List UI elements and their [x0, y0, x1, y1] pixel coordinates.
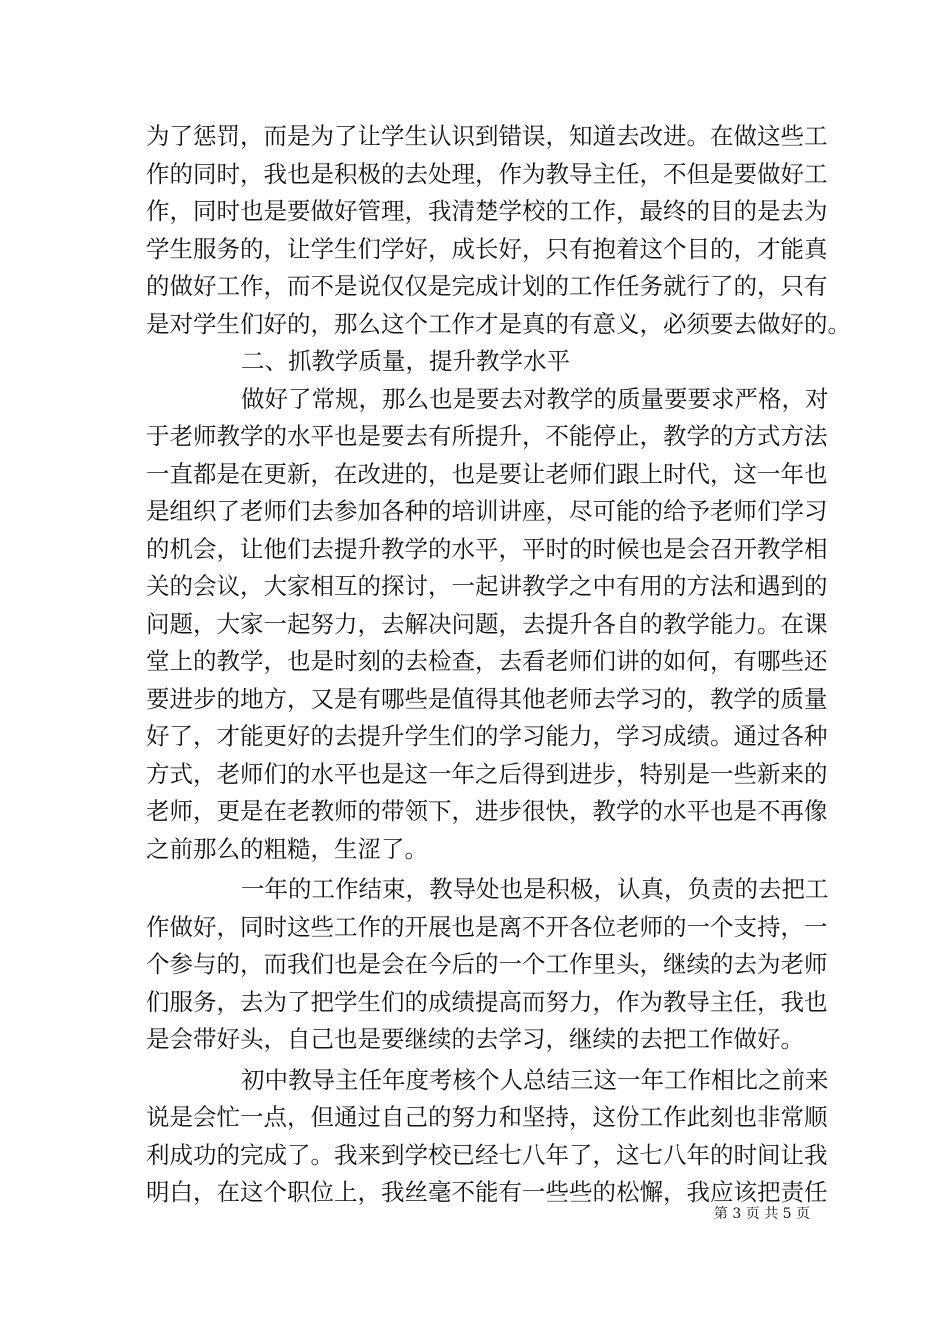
text-line: 一直都是在更新，在改进的，也是要让老师们跟上时代，这一年也 — [146, 459, 828, 488]
text-line: 好了，才能更好的去提升学生们的学习能力，学习成绩。通过各种 — [146, 722, 828, 750]
text-line: 作做好，同时这些工作的开展也是离不开各位老师的一个支持，一 — [146, 912, 828, 941]
text-line: 问题，大家一起努力，去解决问题，去提升各自的教学能力。在课 — [146, 609, 828, 638]
text-line: 们服务，去为了把学生们的成绩提高而努力，作为教导主任，我也 — [146, 987, 828, 1016]
text-line: 明白，在这个职位上，我丝毫不能有一些些的松懈，我应该把责任 — [146, 1178, 828, 1206]
text-line: 要进步的地方，又是有哪些是值得其他老师去学习的，教学的质量 — [146, 684, 828, 713]
text-line: 的做好工作，而不是说仅仅是完成计划的工作任务就行了的，只有 — [146, 272, 828, 300]
text-line: 堂上的教学，也是时刻的去检查，去看老师们讲的如何，有哪些还 — [146, 647, 828, 675]
text-line: 说是会忙一点，但通过自己的努力和坚持，这份工作此刻也非常顺 — [146, 1103, 828, 1131]
text-line: 初中教导主任年度考核个人总结三这一年工作相比之前来 — [241, 1065, 829, 1094]
text-line: 之前那么的粗糙，生涩了。 — [146, 834, 428, 863]
text-line: 利成功的完成了。我来到学校已经七八年了，这七八年的时间让我 — [146, 1140, 828, 1169]
text-line: 关的会议，大家相互的探讨，一起讲教学之中有用的方法和遇到的 — [146, 572, 828, 600]
text-line: 老师，更是在老教师的带领下，进步很快，教学的水平也是不再像 — [146, 797, 828, 825]
section-heading: 二、抓教学质量，提升教学水平 — [241, 347, 570, 375]
text-line: 作，同时也是要做好管理，我清楚学校的工作，最终的目的是去为 — [146, 197, 828, 225]
text-line: 方式，老师们的水平也是这一年之后得到进步，特别是一些新来的 — [146, 759, 828, 788]
text-line: 学生服务的，让学生们学好，成长好，只有抱着这个目的，才能真 — [146, 234, 828, 263]
text-line: 的机会，让他们去提升教学的水平，平时的时候也是会召开教学相 — [146, 534, 828, 563]
text-line: 为了惩罚，而是为了让学生认识到错误，知道去改进。在做这些工 — [146, 122, 828, 150]
text-line: 是会带好头，自己也是要继续的去学习，继续的去把工作做好。 — [146, 1025, 804, 1053]
text-line: 是组织了老师们去参加各种的培训讲座，尽可能的给予老师们学习 — [146, 497, 828, 525]
text-line: 个参与的，而我们也是会在今后的一个工作里头，继续的去为老师 — [146, 950, 828, 978]
text-line: 作的同时，我也是积极的去处理，作为教导主任，不但是要做好工 — [146, 159, 828, 188]
text-line: 是对学生们好的，那么这个工作才是真的有意义，必须要去做好的。 — [146, 309, 851, 338]
text-line: 一年的工作结束，教导处也是积极，认真，负责的去把工 — [241, 875, 829, 903]
text-line: 于老师教学的水平也是要去有所提升，不能停止，教学的方式方法 — [146, 422, 828, 450]
text-line: 做好了常规，那么也是要去对教学的质量要要求严格，对 — [241, 384, 829, 413]
document-body — [146, 118, 851, 1212]
page-number-footer: 第 3 页 共 5 页 — [713, 1206, 810, 1222]
